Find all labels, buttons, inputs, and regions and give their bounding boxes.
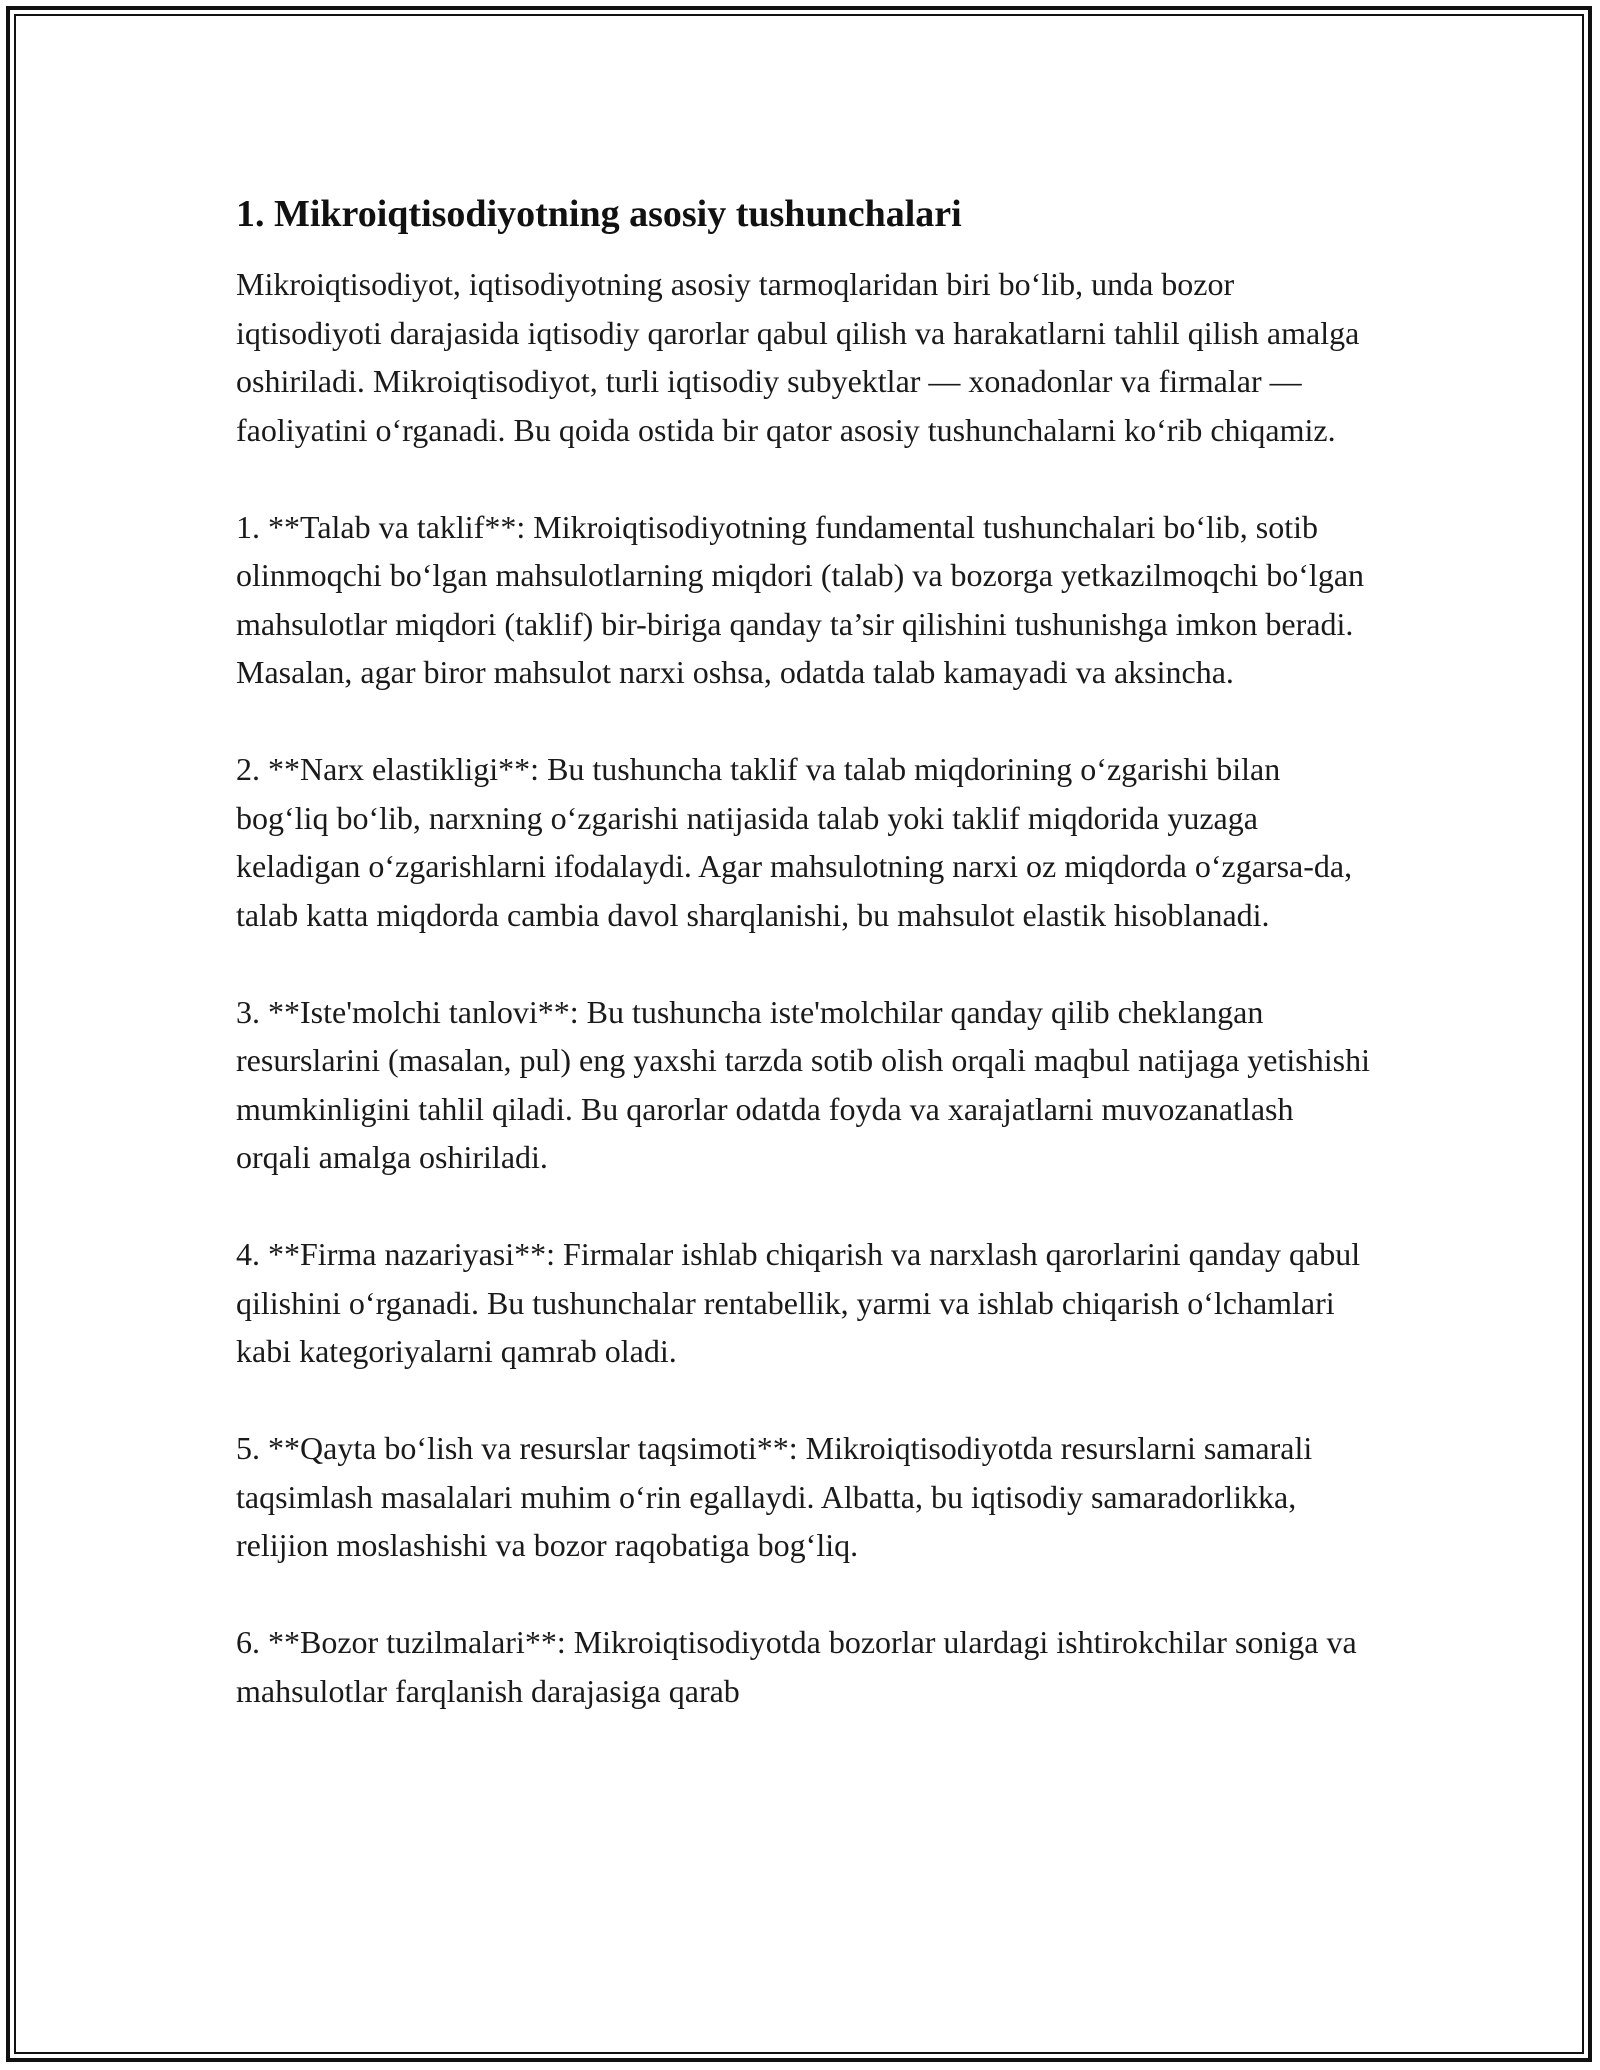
document-page [236, 188, 1376, 1715]
paragraph-talab-va-taklif: 1. **Talab va taklif**: Mikroiqtisodiyotning fundamental tushunchalari bo‘lib, sotib olinmoqchi bo‘lgan mahsulotlarning miqdori (talab) va bozorga yetkazilmoqchi bo‘lgan mahsulotlar miqdori (taklif) bir-biriga qanday ta’sir qilishini tushunishga imkon beradi. Masalan, agar biror mahsulot narxi oshsa, odatda talab kamayadi va aksincha. [236, 508, 1365, 690]
paragraph-bozor-tuzilmalari: 6. **Bozor tuzilmalari**: Mikroiqtisodiyotda bozorlar ulardagi ishtirokchilar soniga va mahsulotlar farqlanish darajasiga qarab [236, 1624, 1357, 1709]
paragraph-istemolchi-tanlovi: 3. **Iste'molchi tanlovi**: Bu tushuncha iste'molchilar qanday qilib cheklangan resurslarini (masalan, pul) eng yaxshi tarzda sotib olish orqali maqbul natijaga yetishishi mumkinligini tahlil qiladi. Bu qarorlar odatda foyda va xarajatlarni muvozanatlash orqali amalga oshiriladi. [236, 993, 1370, 1175]
intro-paragraph: Mikroiqtisodiyot, iqtisodiyotning asosiy tarmoqlaridan biri bo‘lib, unda bozor iqtisodiyoti darajasida iqtisodiy qarorlar qabul qilish va harakatlarni tahlil qilish amalga oshiriladi. Mikroiqtisodiyot, turli iqtisodiy subyektlar — xonadonlar va firmalar — faoliyatini o‘rganadi. Bu qoida ostida bir qator asosiy tushunchalarni ko‘rib chiqamiz. [236, 266, 1360, 448]
section-heading: 1. Mikroiqtisodiyotning asosiy tushunchalari [236, 193, 962, 235]
paragraph-firma-nazariyasi: 4. **Firma nazariyasi**: Firmalar ishlab chiqarish va narxlash qarorlarini qanday qabul qilishini o‘rganadi. Bu tushunchalar rentabellik, yarmi va ishlab chiqarish o‘lchamlari kabi kategoriyalarni qamrab oladi. [236, 1236, 1361, 1369]
paragraph-resurslar-taqsimoti: 5. **Qayta bo‘lish va resurslar taqsimoti**: Mikroiqtisodiyotda resurslarni samarali taqsimlash masalalari muhim o‘rin egallaydi. Albatta, bu iqtisodiy samaradorlikka, relijion moslashishi va bozor raqobatiga bog‘liq. [236, 1430, 1313, 1563]
paragraph-narx-elastikligi: 2. **Narx elastikligi**: Bu tushuncha taklif va talab miqdorining o‘zgarishi bilan bog‘liq bo‘lib, narxning o‘zgarishi natijasida talab yoki taklif miqdorida yuzaga keladigan o‘zgarishlarni ifodalaydi. Agar mahsulotning narxi oz miqdorda o‘zgarsa-da, talab katta miqdorda cambia davol sharqlanishi, bu mahsulot elastik hisoblanadi. [236, 751, 1353, 933]
